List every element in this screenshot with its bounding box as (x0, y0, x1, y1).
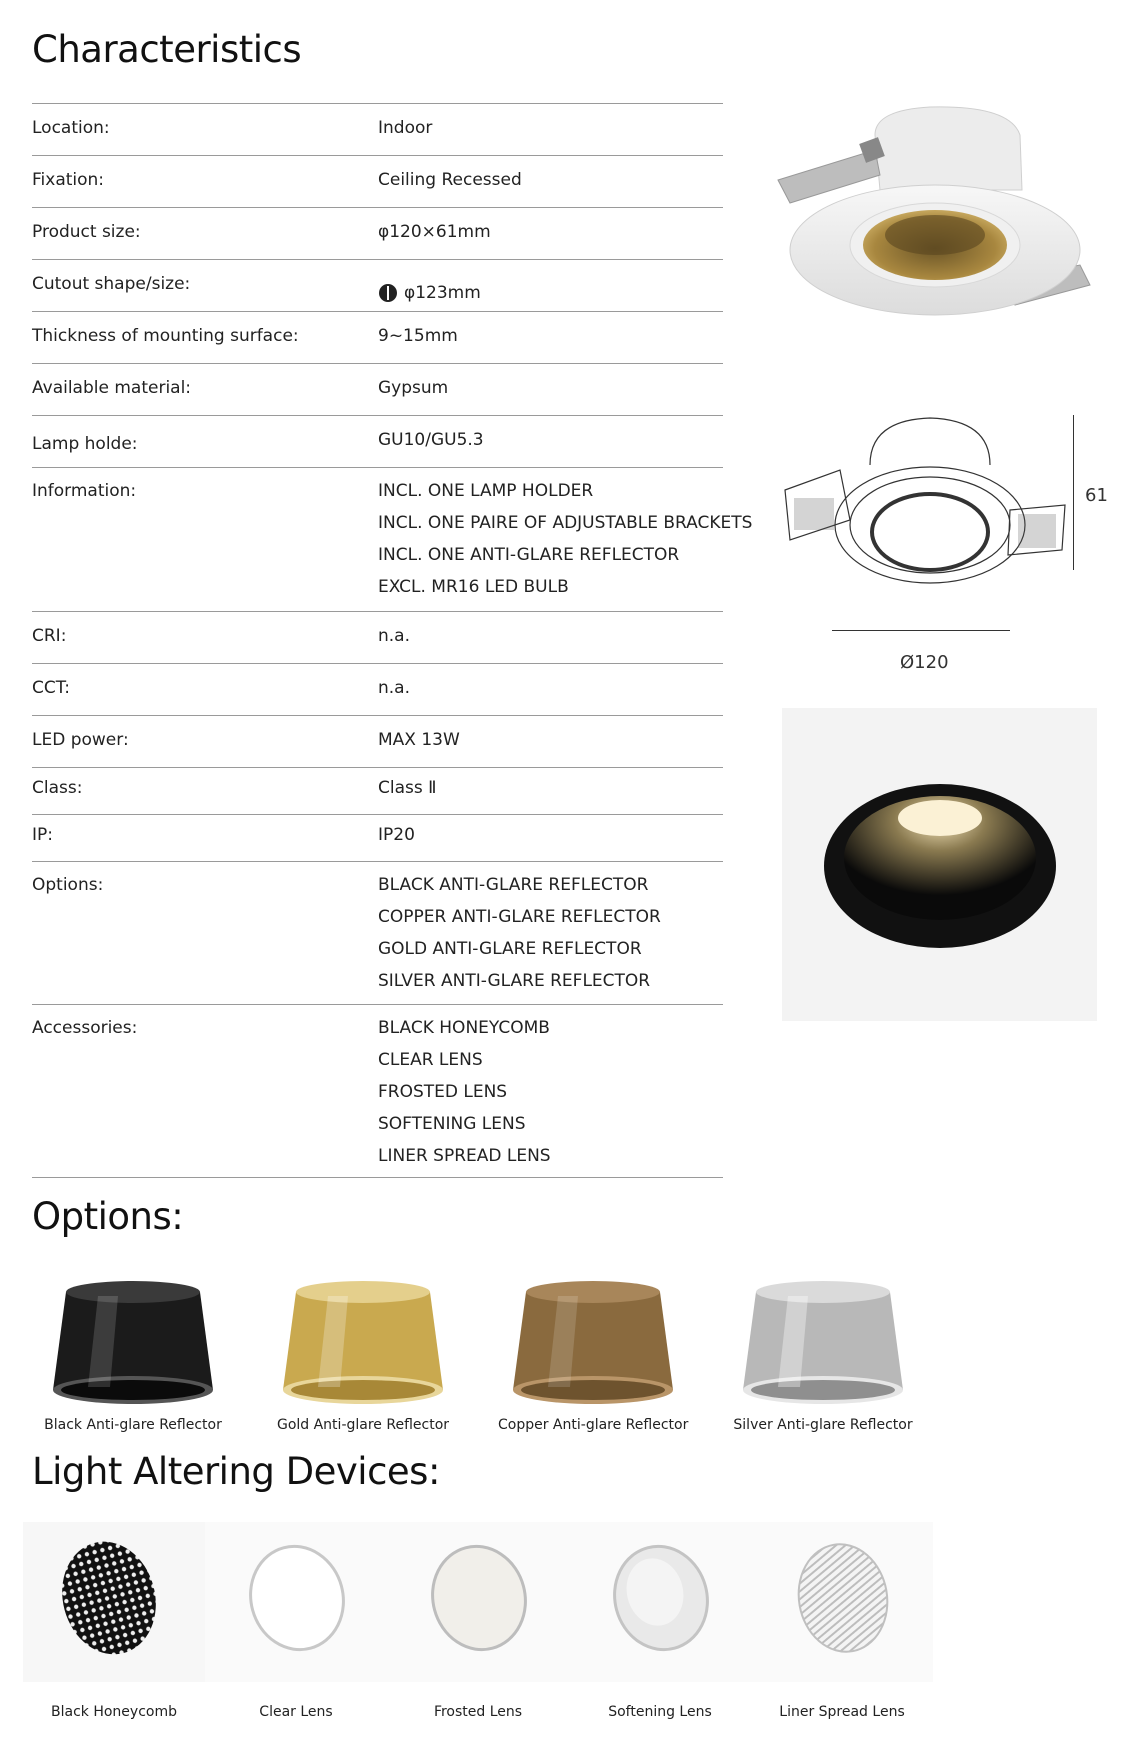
spec-row-thickness (32, 312, 723, 364)
spec-label: CCT: (32, 678, 70, 698)
accessory-card-liner-spread-lens (751, 1522, 933, 1720)
height-dimension-label: 61 (1085, 485, 1108, 506)
spec-value: BLACK HONEYCOMB (378, 1018, 550, 1038)
height-dimension-line (1073, 415, 1074, 570)
light-render (782, 708, 1097, 1021)
spec-row-material (32, 364, 723, 416)
accessory-caption: Frosted Lens (433, 1704, 523, 1720)
spec-value: Ceiling Recessed (378, 170, 522, 190)
spec-row-cutout (32, 260, 723, 312)
spec-value: SILVER ANTI-GLARE REFLECTOR (378, 971, 651, 991)
softening-lens-icon (569, 1522, 751, 1682)
spec-value: Indoor (378, 118, 433, 138)
spec-label: Information: (32, 481, 137, 501)
spec-value: φ120×61mm (378, 222, 491, 242)
option-card-silver (728, 1272, 918, 1433)
frosted-lens-icon (387, 1522, 569, 1682)
accessory-card-honeycomb (23, 1522, 205, 1720)
spec-row-options (32, 862, 723, 1005)
spec-row-fixation (32, 156, 723, 208)
cutout-shape-icon (378, 283, 398, 303)
spec-label: Class: (32, 778, 83, 798)
spec-value: BLACK ANTI-GLARE REFLECTOR (378, 875, 649, 895)
technical-drawing (780, 410, 1120, 680)
spec-label: Fixation: (32, 170, 105, 190)
spec-row-information (32, 468, 753, 612)
spec-label: CRI: (32, 626, 67, 646)
spec-row-lamp-holder (32, 416, 723, 468)
option-card-copper (498, 1272, 688, 1433)
option-card-black (38, 1272, 228, 1433)
spec-label: LED power: (32, 730, 129, 750)
copper-reflector-icon (498, 1272, 688, 1407)
page-title: Characteristics (32, 28, 302, 71)
option-card-gold (268, 1272, 458, 1433)
spec-label: IP: (32, 825, 53, 845)
spec-label: Available material: (32, 378, 192, 398)
accessory-caption: Clear Lens (259, 1704, 333, 1720)
spec-value: 9~15mm (378, 326, 458, 346)
spec-value: MAX 13W (378, 730, 460, 750)
accessory-card-frosted-lens (387, 1522, 569, 1720)
spec-label: Product size: (32, 222, 141, 242)
spec-label: Thickness of mounting surface: (32, 326, 299, 346)
gold-reflector-icon (268, 1272, 458, 1407)
spec-row-cri (32, 612, 723, 664)
spec-value: GOLD ANTI-GLARE REFLECTOR (378, 939, 642, 959)
spec-label: Lamp holde: (32, 434, 138, 454)
spec-row-ip (32, 815, 723, 862)
accessory-card-clear-lens (205, 1522, 387, 1720)
spec-value: EXCL. MR16 LED BULB (378, 577, 569, 597)
spec-row-led-power (32, 716, 723, 768)
spec-value: FROSTED LENS (378, 1082, 508, 1102)
clear-lens-icon (205, 1522, 387, 1682)
accessory-caption: Black Honeycomb (51, 1704, 177, 1720)
option-caption: Black Anti-glare Reflector (44, 1417, 222, 1433)
spec-label: Accessories: (32, 1018, 138, 1038)
spec-row-class (32, 768, 723, 815)
spec-value: n.a. (378, 678, 410, 698)
diameter-dimension-line (832, 630, 1010, 631)
options-heading: Options: (32, 1195, 184, 1238)
accessory-caption: Softening Lens (608, 1704, 712, 1720)
accessory-caption: Liner Spread Lens (779, 1704, 905, 1720)
accessories-row (23, 1522, 963, 1732)
spec-value: INCL. ONE ANTI-GLARE REFLECTOR (378, 545, 680, 565)
spec-value: GU10/GU5.3 (378, 430, 484, 450)
spec-row-accessories (32, 1005, 723, 1178)
option-caption: Gold Anti-glare Reflector (276, 1417, 450, 1433)
spec-label: Options: (32, 875, 104, 895)
spec-table (32, 103, 753, 1178)
spec-value: IP20 (378, 825, 415, 845)
spec-value: Gypsum (378, 378, 449, 398)
spec-value: SOFTENING LENS (378, 1114, 526, 1134)
spec-value: COPPER ANTI-GLARE REFLECTOR (378, 907, 661, 927)
spec-label: Location: (32, 118, 110, 138)
liner-spread-lens-icon (751, 1522, 933, 1682)
spec-value: INCL. ONE PAIRE OF ADJUSTABLE BRACKETS (378, 513, 753, 533)
spec-value: n.a. (378, 626, 410, 646)
spec-value: Class Ⅱ (378, 778, 437, 798)
spec-row-product-size (32, 208, 723, 260)
accessory-card-softening-lens (569, 1522, 751, 1720)
spec-label: Cutout shape/size: (32, 274, 191, 294)
option-caption: Copper Anti-glare Reflector (498, 1417, 689, 1433)
silver-reflector-icon (728, 1272, 918, 1407)
honeycomb-icon (23, 1522, 205, 1682)
light-altering-devices-heading: Light Altering Devices: (32, 1450, 440, 1493)
product-photo (770, 95, 1100, 330)
black-reflector-icon (38, 1272, 228, 1407)
spec-value: LINER SPREAD LENS (378, 1146, 551, 1166)
options-row (38, 1272, 938, 1432)
spec-row-location (32, 104, 723, 156)
spec-value: INCL. ONE LAMP HOLDER (378, 481, 594, 501)
spec-value: φ123mm (404, 282, 481, 303)
diameter-dimension-label: Ø120 (900, 652, 949, 673)
option-caption: Silver Anti-glare Reflector (733, 1417, 913, 1433)
spec-value: CLEAR LENS (378, 1050, 483, 1070)
spec-row-cct (32, 664, 723, 716)
